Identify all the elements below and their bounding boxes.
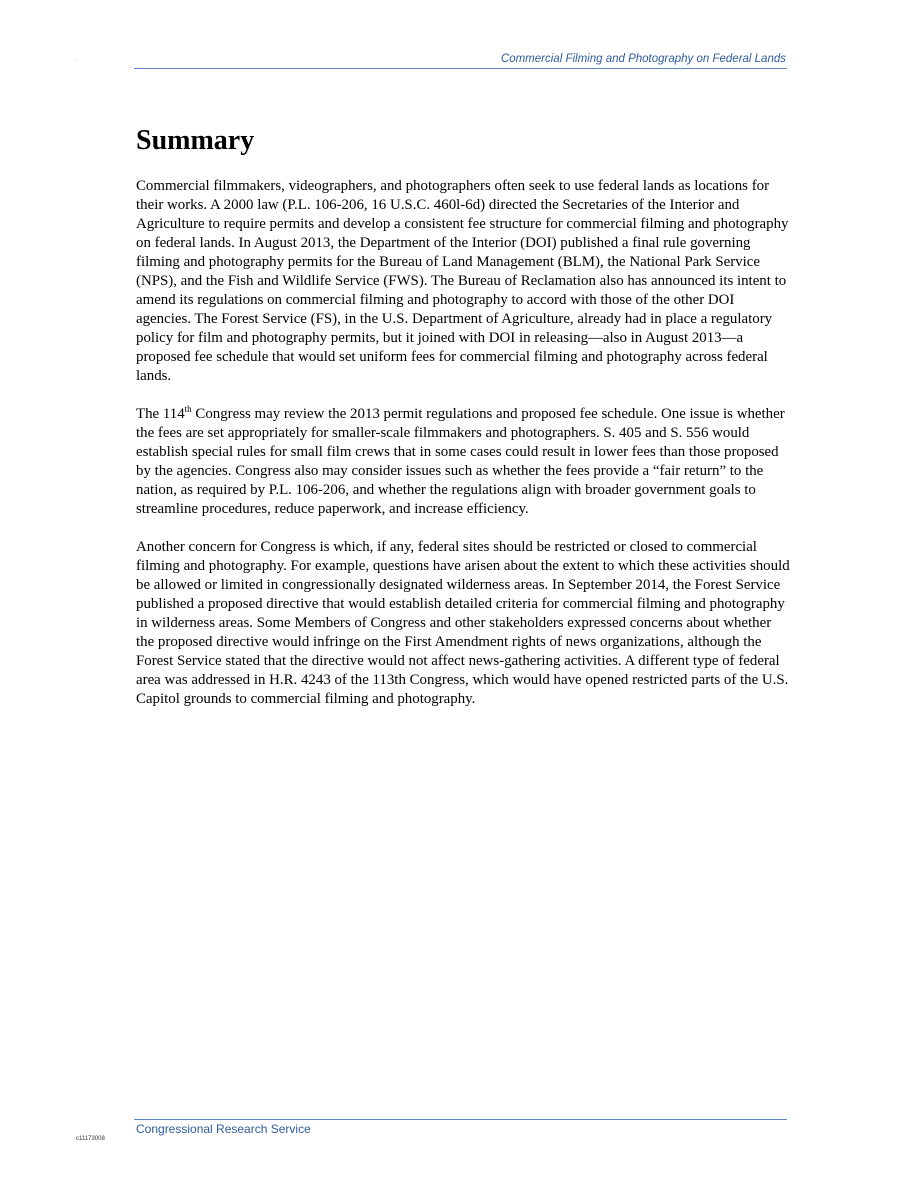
document-code: c11173008 bbox=[76, 1136, 105, 1142]
corner-mark bbox=[76, 60, 77, 61]
paragraph-2 bbox=[136, 405, 791, 519]
running-header: Commercial Filming and Photography on Federal Lands bbox=[500, 53, 786, 65]
summary-body bbox=[136, 177, 791, 728]
paragraph-2-rest: Congress may review the 2013 permit regulations and proposed fee schedule. One issue is whether the fees are set appropriately for smaller-scale filmmakers and photographers. S. 405 and S. 556 would establish special rules for small film crews that in some cases could result in lower fees than those proposed by the agencies. Congress also may consider issues such as whether the fees provide a “fair return” to the nation, as required by P.L. 106-206, and whether the regulations align with broader government goals to streamline procedures, reduce paperwork, and increase efficiency. bbox=[136, 406, 785, 517]
paragraph-1: Commercial filmmakers, videographers, and photographers often seek to use federal lands as locations for their works. A 2000 law (P.L. 106-206, 16 U.S.C. 460l-6d) directed the Secretaries of the Interior and Agriculture to require permits and develop a consistent fee structure for commercial filming and photography on federal lands. In August 2013, the Department of the Interior (DOI) published a final rule governing filming and photography permits for the Bureau of Land Management (BLM), the National Park Service (NPS), and the Fish and Wildlife Service (FWS). The Bureau of Reclamation also has announced its intent to amend its regulations on commercial filming and photography to accord with those of the other DOI agencies. The Forest Service (FS), in the U.S. Department of Agriculture, already had in place a regulatory policy for film and photography permits, but it joined with DOI in releasing—also in August 2013—a proposed fee schedule that would set uniform fees for commercial filming and photography across federal lands. bbox=[136, 178, 789, 384]
footer-publisher: Congressional Research Service bbox=[136, 1122, 311, 1136]
paragraph-2-start: The 114 bbox=[136, 406, 185, 422]
header-rule bbox=[134, 68, 787, 69]
ordinal-suffix: th bbox=[184, 404, 192, 414]
paragraph-3: Another concern for Congress is which, if any, federal sites should be restricted or closed to commercial filming and photography. For example, questions have arisen about the extent to which these activities should be allowed or limited in congressionally designated wilderness areas. In September 2014, the Forest Service published a proposed directive that would establish detailed criteria for commercial filming and photography in wilderness areas. Some Members of Congress and other stakeholders expressed concerns about whether the proposed directive would infringe on the First Amendment rights of news organizations, although the Forest Service stated that the directive would not affect news-gathering activities. A different type of federal area was addressed in H.R. 4243 of the 113th Congress, which would have opened restricted parts of the U.S. Capitol grounds to commercial filming and photography. bbox=[136, 539, 790, 707]
page-title: Summary bbox=[136, 125, 255, 156]
footer-rule bbox=[134, 1119, 787, 1120]
